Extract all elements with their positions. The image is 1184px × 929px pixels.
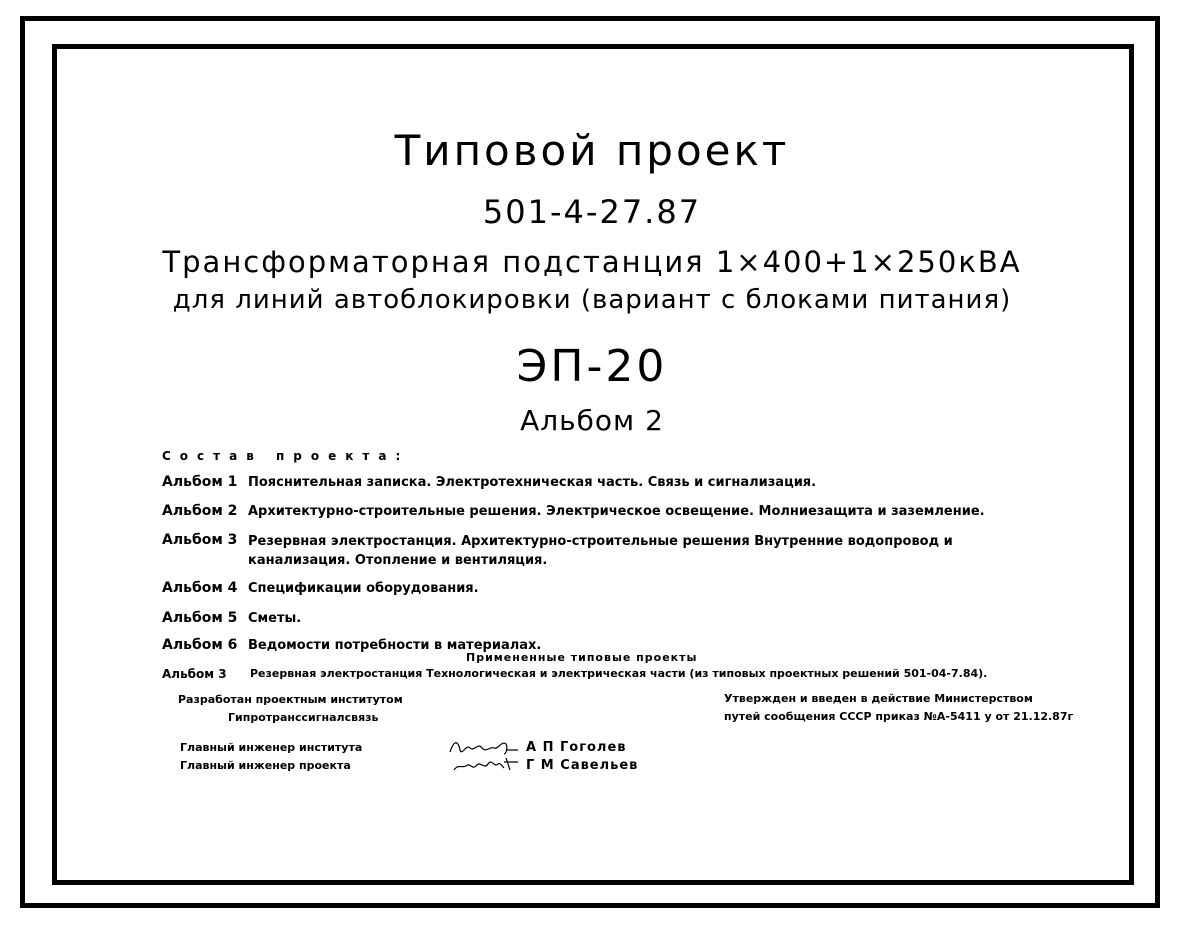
- developer-line-1: Разработан проектным институтом: [178, 693, 403, 706]
- album-item-desc: Резервная электростанция. Архитектурно-строительные решения Внутренние водопровод и канализация. Отопление и вентиляция.: [248, 534, 953, 568]
- album-item-label: Альбом 3: [162, 532, 238, 548]
- album-item-desc: Ведомости потребности в материалах.: [248, 638, 542, 653]
- subtitle-line-1: Трансформаторная подстанция 1×400+1×250кВА: [162, 245, 1022, 279]
- album-item-label: Альбом 2: [162, 503, 238, 519]
- approval-line-1: Утвержден и введен в действие Министерством: [724, 692, 1033, 705]
- signature-role: Главный инженер института: [180, 741, 363, 754]
- album-item-desc: Спецификации оборудования.: [248, 581, 479, 596]
- signature-role: Главный инженер проекта: [180, 759, 351, 772]
- album-item-label: Альбом 5: [162, 610, 238, 626]
- applied-projects-heading: Примененные типовые проекты: [466, 651, 698, 664]
- album-item-label: Альбом 1: [162, 474, 238, 490]
- project-number: 501-4-27.87: [482, 193, 702, 231]
- album-item-desc: Сметы.: [248, 611, 302, 626]
- approval-line-2: путей сообщения СССР приказ №А-5411 у от 21.12.87г: [724, 710, 1074, 723]
- album-item-desc: Пояснительная записка. Электротехническая часть. Связь и сигнализация.: [248, 475, 817, 490]
- album-item-label: Альбом 4: [162, 580, 238, 596]
- album-item-desc: Архитектурно-строительные решения. Электрическое освещение. Молниезащита и заземление.: [248, 504, 985, 519]
- signature-name: Г М Савельев: [526, 758, 639, 773]
- project-code: ЭП-20: [516, 341, 668, 392]
- album-number: Альбом 2: [520, 404, 664, 437]
- applied-album-label: Альбом 3: [162, 667, 227, 681]
- album-item-label: Альбом 6: [162, 637, 238, 653]
- signature-name: А П Гоголев: [526, 740, 627, 755]
- applied-album-desc: Резервная электростанция Технологическая и электрическая части (из типовых проектных решений 501-04-7.84).: [250, 667, 988, 680]
- composition-heading: Состав проекта:: [162, 449, 410, 463]
- subtitle-line-2: для линий автоблокировки (вариант с блоками питания): [172, 285, 1012, 315]
- developer-institute: Гипротранссигналсвязь: [228, 711, 379, 724]
- document-title: Типовой проект: [394, 126, 790, 175]
- handwritten-signature-2: [452, 752, 520, 774]
